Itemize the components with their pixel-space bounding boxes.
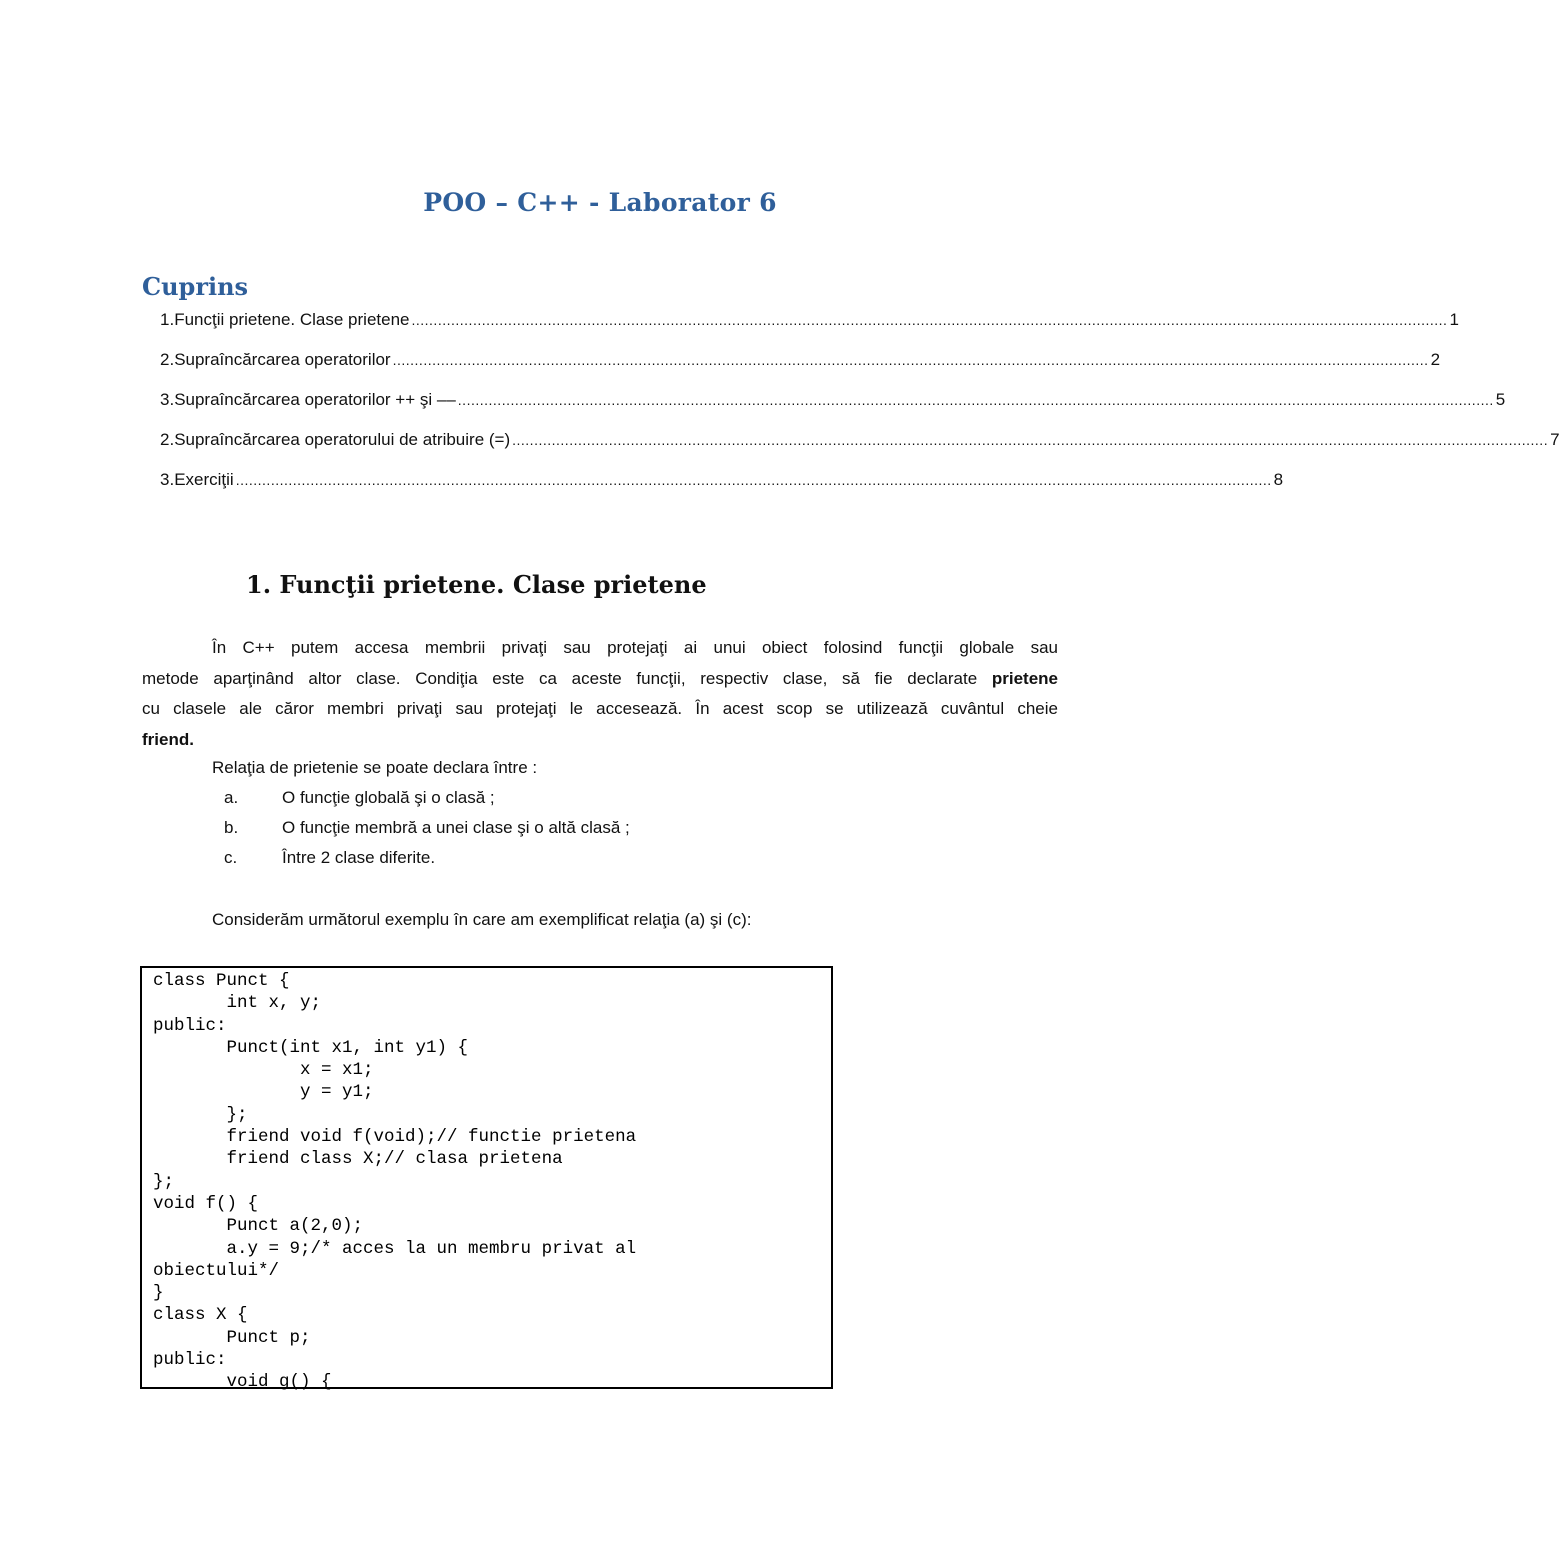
list-item (224, 788, 495, 808)
toc-entry-page: 5 (1495, 390, 1506, 409)
toc-entry[interactable] (142, 310, 1459, 336)
toc-entry-number: 3. (160, 390, 175, 409)
toc-leader-dots: ............................................................................................................................................................................................................................................ (512, 432, 1549, 448)
keyword-friend: friend. (142, 729, 194, 749)
toc-entry-title: Supraîncărcarea operatorului de atribuire (=) (174, 430, 511, 449)
list-marker: c. (224, 848, 238, 867)
toc-entry-page: 7 (1550, 430, 1560, 449)
toc-entry[interactable] (142, 350, 1441, 376)
paragraph-text: metode aparţinând altor clase. Condiţia este ca aceste funcţii, respectiv clase, să fie declarate (142, 668, 992, 688)
section-heading: 1. Funcţii prietene. Clase prietene (246, 570, 707, 599)
toc-entry-number: 2. (160, 350, 175, 369)
toc-entry-title: Exerciţii (174, 470, 234, 489)
list-item (224, 848, 435, 868)
example-intro: Considerăm următorul exemplu în care am exemplificat relaţia (a) şi (c): (212, 910, 752, 929)
toc-leader-dots: ............................................................................................................................................................................................................................................ (235, 472, 1272, 488)
toc-entry-number: 3. (160, 470, 175, 489)
paragraph-line (142, 725, 1058, 756)
list-marker: b. (224, 818, 239, 837)
relation-intro: Relaţia de prietenie se poate declara între : (212, 758, 538, 777)
document-title: POO – C++ - Laborator 6 (423, 188, 777, 217)
toc-leader-dots: ............................................................................................................................................................................................................................................ (457, 392, 1494, 408)
toc-entry-page: 1 (1449, 310, 1459, 329)
toc-entry[interactable] (142, 390, 1506, 416)
keyword-prietene: prietene (991, 668, 1058, 688)
toc-entry[interactable] (142, 430, 1560, 456)
code-block (140, 966, 833, 1393)
toc-leader-dots: ............................................................................................................................................................................................................................................ (392, 352, 1429, 368)
toc-entry-title: Funcţii prietene. Clase prietene (174, 310, 410, 329)
code-listing: class Punct { int x, y; public: Punct(int x1, int y1) { x = x1; y = y1; }; friend void f(void);// functie prietena friend class X;// clasa prietena }; void f() { Punct a(2,0); a.y = 9;/* acces la un membru privat al obiectului*/ } class X { Punct p; public: void g() { (153, 971, 637, 1393)
paragraph-line: În C++ putem accesa membrii privaţi sau protejaţi ai unui obiect folosind funcţii globale sau (212, 638, 1058, 657)
toc-leader-dots: ............................................................................................................................................................................................................................................ (411, 312, 1448, 328)
toc-entry-title: Supraîncărcarea operatorilor (174, 350, 391, 369)
toc-entry-page: 2 (1430, 350, 1441, 369)
list-item-text: Între 2 clase diferite. (282, 848, 436, 867)
toc-entry-number: 1. (160, 310, 175, 329)
paragraph-line (142, 664, 1058, 695)
toc-heading: Cuprins (142, 272, 249, 301)
toc-entry-number: 2. (160, 430, 175, 449)
list-item (224, 818, 630, 838)
toc-entry-title: Supraîncărcarea operatorilor ++ şi –– (174, 390, 456, 409)
intro-paragraph (142, 633, 1058, 755)
paragraph-line: cu clasele ale căror membri privaţi sau protejaţi le accesează. În acest scop se utilizează cuvântul cheie (142, 699, 1058, 718)
toc-entry[interactable] (142, 470, 1284, 496)
list-item-text: O funcţie globală şi o clasă ; (282, 788, 495, 807)
list-marker: a. (224, 788, 239, 807)
list-item-text: O funcţie membră a unei clase şi o altă clasă ; (282, 818, 630, 837)
toc-entry-page: 8 (1273, 470, 1284, 489)
